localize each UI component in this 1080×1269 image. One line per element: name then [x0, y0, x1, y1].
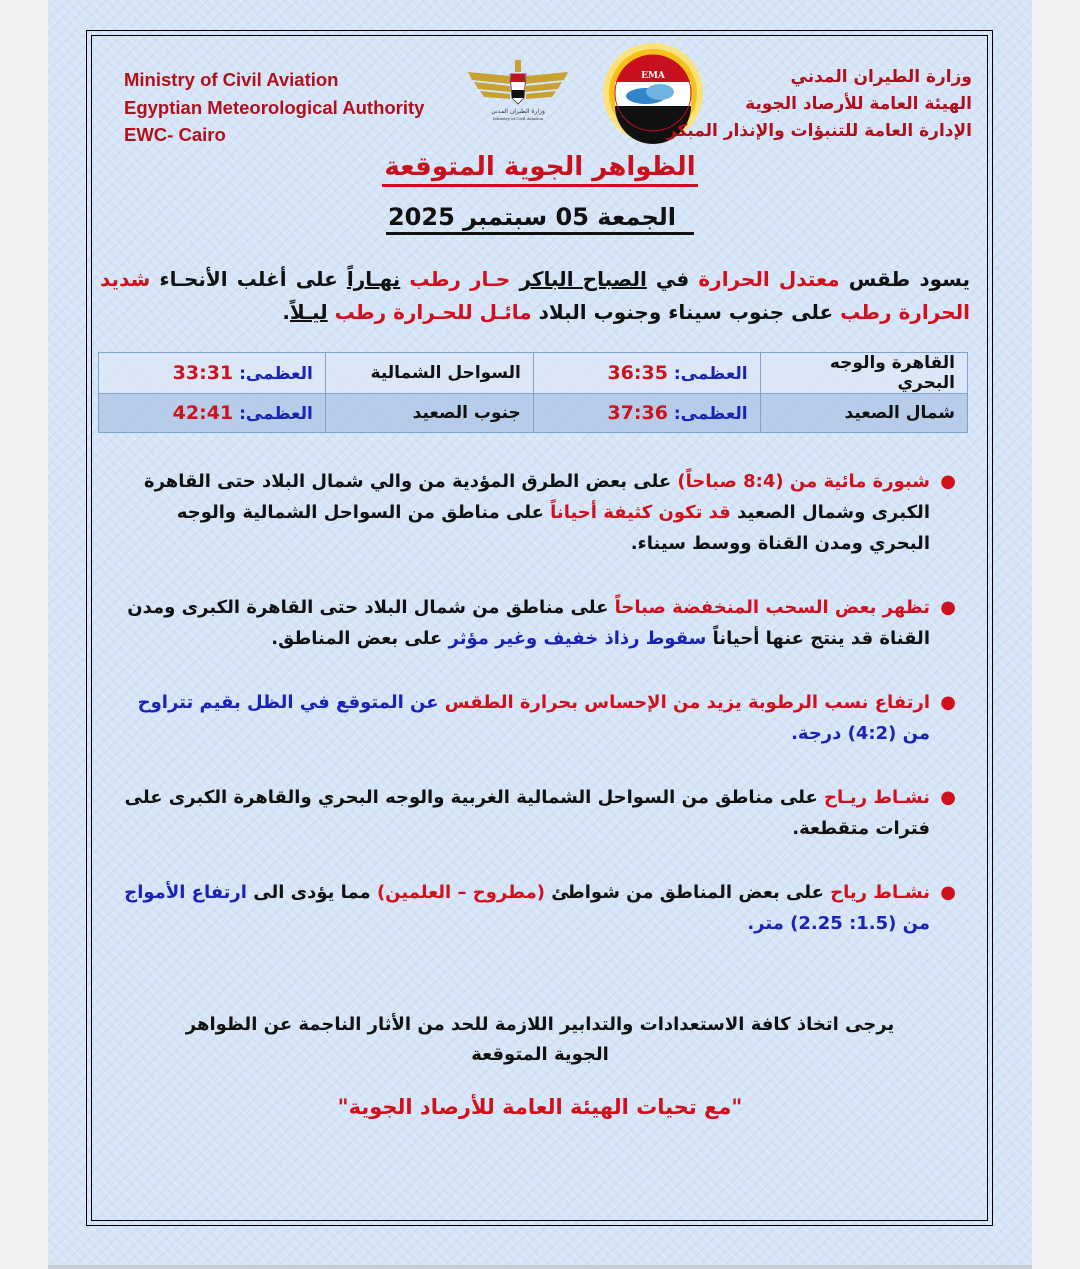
item-highlight: عن المتوقع في الظل بقيم تتراوح من (4:2) درجة.	[137, 692, 930, 744]
report-date-text: الجمعة 05 سبتمبر 2025	[386, 203, 694, 235]
item-highlight: قد تكون كثيفة أحياناً	[550, 502, 731, 523]
center-name-en: EWC- Cairo	[124, 124, 226, 145]
summary-text: على جنوب سيناء وجنوب البلاد	[538, 300, 834, 324]
item-highlight: نشـاط ريـاح	[824, 787, 930, 808]
item-highlight: ارتفاع نسب الرطوبة يزيد من الإحساس بحرارة الطقس	[444, 692, 930, 713]
temperature-table	[98, 352, 968, 433]
region-name: جنوب الصعيد	[325, 394, 533, 433]
summary-highlight: حـار رطب	[409, 267, 511, 291]
max-temp-cell	[99, 353, 326, 394]
item-highlight: تظهر بعض السحب المنخفضة صباحاً	[614, 597, 930, 618]
summary-text: يسود طقس	[848, 267, 971, 291]
table-row	[99, 353, 968, 394]
max-label: العظمى:	[673, 404, 748, 424]
item-highlight: شبورة مائية من (8:4 صباحاً)	[677, 471, 930, 492]
summary-text: .	[282, 300, 290, 324]
bullet-icon: ●	[940, 882, 956, 903]
item-text: على مناطق من السواحل الشمالية الغربية والوجه البحري والقاهرة الكبرى على فترات متقطعة.	[124, 787, 930, 839]
max-label: العظمى:	[239, 364, 313, 384]
bullet-icon: ●	[940, 597, 956, 618]
table-row	[99, 394, 968, 433]
summary-highlight: معتدل الحرارة	[698, 267, 840, 291]
ema-logo-text: EMA	[641, 71, 665, 81]
weather-summary	[100, 263, 970, 329]
item-highlight: سقوط رذاذ خفيف وغير مؤثر	[448, 628, 707, 649]
item-text: على بعض المناطق من شواطئ	[545, 882, 831, 903]
summary-underlined: ليـلاً	[289, 300, 328, 324]
department-name-ar: الإدارة العامة للتنبؤات والإنذار المبكر	[666, 121, 972, 141]
ministry-name-ar: وزارة الطيران المدني	[790, 67, 972, 87]
item-text: على بعض المناطق.	[271, 628, 449, 649]
max-temp-value: 42:41	[172, 402, 234, 424]
closing-note: يرجى اتخاذ كافة الاستعدادات والتدابير اللازمة للحد من الأثار الناجمة عن الظواهر الجوية المتوقعة	[185, 1014, 895, 1065]
max-temp-value: 33:31	[172, 362, 234, 384]
item-highlight: (مطروح – العلمين)	[376, 882, 546, 903]
max-label: العظمى:	[673, 364, 748, 384]
summary-underlined: نهـاراً	[346, 267, 401, 291]
english-header	[124, 66, 424, 149]
max-temp-cell	[533, 394, 760, 433]
summary-text: في	[655, 267, 690, 291]
report-date	[0, 203, 1080, 231]
logo-caption-en: Ministry of Civil Aviation	[492, 116, 544, 121]
item-text: على مناطق من السواحل الشمالية والوجه البحري ومدن القناة ووسط سيناء.	[176, 502, 930, 554]
authority-name-en: Egyptian Meteorological Authority	[124, 96, 425, 118]
max-temp-cell	[533, 353, 760, 394]
bullet-icon: ●	[940, 787, 956, 808]
civil-aviation-logo-icon	[466, 58, 570, 122]
item-highlight: نشـاط رياح	[830, 882, 930, 903]
report-title-text: الظواهر الجوية المتوقعة	[382, 152, 697, 187]
list-item-waves	[118, 877, 958, 939]
greeting: "مع تحيات الهيئة العامة للأرصاد الجوية"	[337, 1095, 743, 1119]
authority-name-ar: الهيئة العامة للأرصاد الجوية	[745, 94, 972, 114]
max-temp-value: 36:35	[607, 362, 668, 384]
summary-highlight: شديد الحرارة رطب	[100, 267, 970, 324]
page-shadow	[48, 1265, 1032, 1269]
max-label: العظمى:	[239, 404, 313, 424]
region-name: السواحل الشمالية	[325, 353, 533, 394]
report-title	[0, 152, 1080, 182]
ministry-name-en: Ministry of Civil Aviation	[124, 69, 339, 90]
logo-caption-ar: وزارة الطيران المدني	[491, 108, 545, 115]
phenomena-list	[118, 466, 958, 972]
item-text: مما يؤدى الى	[246, 882, 377, 903]
list-item-humidity	[118, 687, 958, 749]
arabic-header	[667, 64, 972, 145]
max-temp-cell	[99, 394, 326, 433]
max-temp-value: 37:36	[607, 402, 668, 424]
item-text: على بعض الطرق المؤدية من والي شمال البلاد حتى القاهرة الكبرى وشمال الصعيد	[143, 471, 930, 523]
summary-underlined: الصباح الباكر	[519, 267, 647, 291]
bullet-icon: ●	[940, 471, 956, 492]
list-item-fog	[118, 466, 958, 559]
list-item-wind	[118, 782, 958, 844]
region-name: شمال الصعيد	[760, 394, 967, 433]
region-name: القاهرة والوجه البحري	[760, 353, 967, 394]
list-item-clouds	[118, 592, 958, 654]
summary-highlight: مائـل للحـرارة رطب	[334, 300, 532, 324]
summary-text: على أغلب الأنحـاء	[159, 267, 338, 291]
bullet-icon: ●	[940, 692, 956, 713]
item-highlight: ارتفاع الأمواج من (1.5: 2.25) متر.	[124, 882, 930, 934]
item-text: على مناطق من شمال البلاد حتى القاهرة الكبرى ومدن القناة قد ينتج عنها أحياناً	[127, 597, 930, 649]
